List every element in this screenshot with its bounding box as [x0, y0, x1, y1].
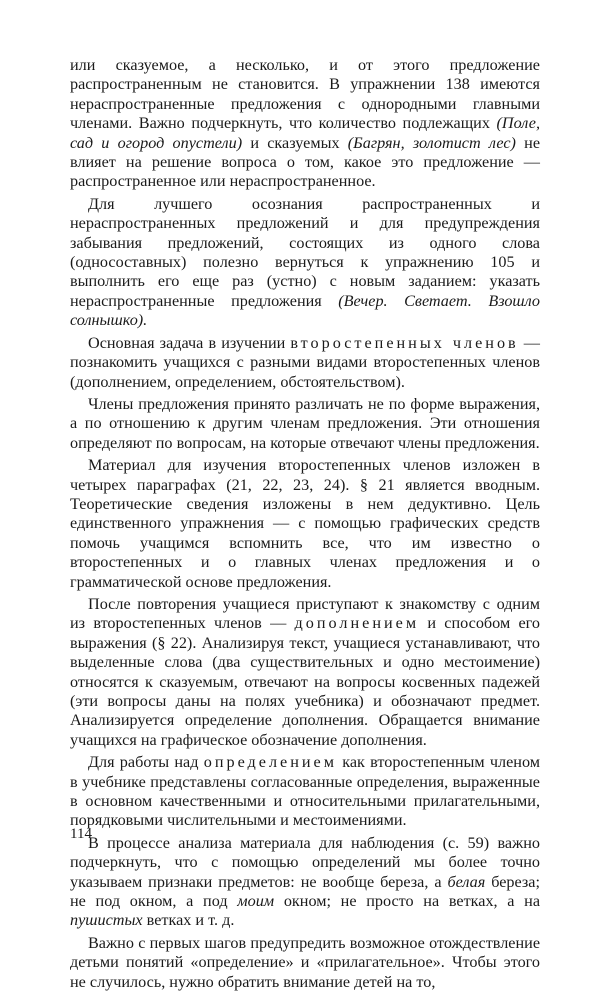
paragraph-1: или сказуемое, а несколько, и от этого предложение распространенным не становится. В упражнении 138 имеются нераспространенные предложения с однородными главными членами. Важно подчеркнуть, что количество подлежащих (Поле, сад и огород опустели) и сказуемых (Багрян, золотист лес) не влияет на решение вопроса о том, какое это предложение — распространенное или нераспространенное.	[70, 56, 541, 191]
paragraph-3: Основная задача в изучении второстепенных членов — познакомить учащихся с разными видами второстепенных членов (дополнением, определением, обстоятельством).	[70, 333, 540, 391]
paragraph-8: В процессе анализа материала для наблюдения (с. 59) важно подчеркнуть, что с помощью определений мы более точно указываем признаки предметов: не вообще береза, а белая береза; не под окном, а под моим окном; не просто на ветках, а на пушистых ветках и т. д.	[70, 833, 541, 930]
example-unextended-sentences: (Вечер. Светает. Взошло солнышко).	[70, 291, 540, 330]
example-predicates: (Багрян, золотист лес)	[347, 133, 516, 152]
paragraph-4: Члены предложения принято различать не по форме выражения, а по отношению к другим членам предложения. Эти отношения определяют по вопросам, на которые отвечают члены предложения.	[70, 394, 540, 452]
paragraph-6: После повторения учащиеся приступают к знакомству с одним из второстепенных членов — дополнением и способом его выражения (§ 22). Анализируя текст, учащиеся устанавливают, что выделенные слова (два существительных и одно местоимение) относятся к сказуемым, отвечают на вопросы косвенных падежей (эти вопросы даны на полях учебника) и обозначают предмет. Анализируется определение дополнения. Обращается внимание учащихся на графическое обозначение дополнения.	[70, 594, 540, 749]
example-word-belaya: белая	[447, 872, 486, 891]
spaced-term-secondary-members: второстепенных членов	[290, 333, 519, 352]
example-subjects: (Поле, сад и огород опустели)	[70, 114, 540, 152]
example-word-moim: моим	[237, 892, 275, 911]
paragraph-9: Важно с первых шагов предупредить возможное отождествление детьми понятий «определение» и «прилагательное». Чтобы этого не случилось, нужно обратить внимание детей на то,	[70, 933, 540, 991]
spaced-term-object: дополнением	[294, 614, 420, 633]
paragraph-2: Для лучшего осознания распространенных и нераспространенных предложений и для предупреждения забывания предложений, состоящих из одного слова (односоставных) полезно вернуться к упражнению 105 и выполнить его еще раз (устно) с новым заданием: указать нераспространенные предложения (Вечер. Светает. Взошло солнышко).	[70, 194, 540, 330]
paragraph-5: Материал для изучения второстепенных членов изложен в четырех параграфах (21, 22, 23, 24). § 21 является вводным. Теоретические сведения изложены в нем дедуктивно. Цель единственного упражнения — с помощью графических средств помочь учащимся вспомнить все, что им известно о второстепенных и о главных членах предложения и о грамматической основе предложения.	[70, 456, 540, 591]
example-word-pushistykh: пушистых	[70, 911, 143, 930]
paragraph-7: Для работы над определением как второстепенным членом в учебнике представлены согласованные определения, выраженные в основном качественными и относительными прилагательными, порядковыми числительными и местоимениями.	[70, 753, 540, 830]
page-body-text	[70, 56, 540, 995]
page-number: 114	[70, 826, 92, 842]
spaced-term-attribute: определением	[203, 753, 337, 772]
